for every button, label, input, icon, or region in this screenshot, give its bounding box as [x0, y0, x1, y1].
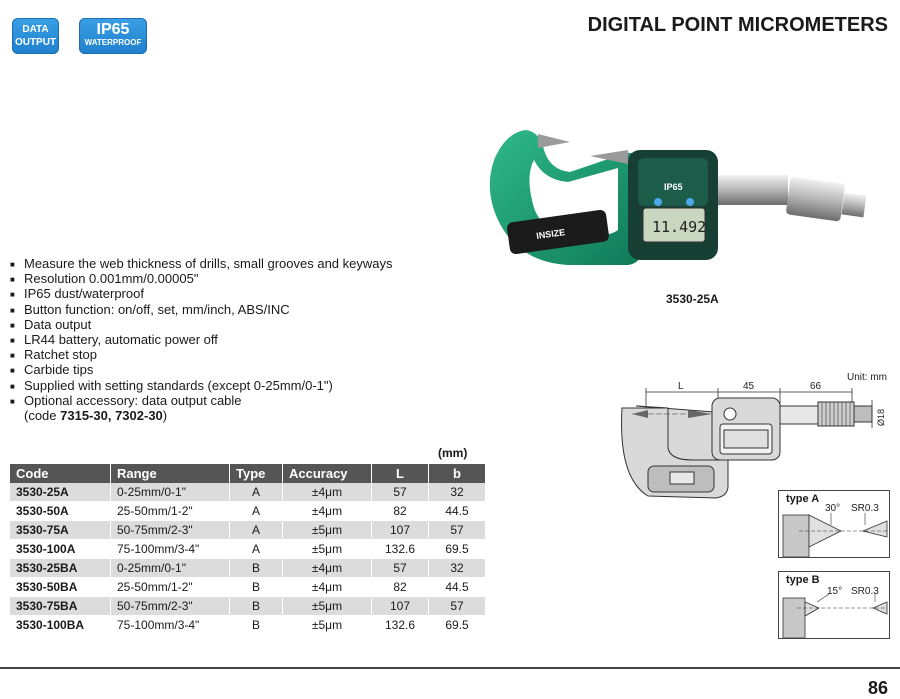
table-row — [10, 616, 486, 635]
cell-type: B — [230, 578, 283, 597]
cell-range: 75-100mm/3-4" — [111, 616, 230, 635]
cell-l: 107 — [372, 597, 429, 616]
type-b-diagram — [779, 572, 889, 638]
accessory-code-suffix: ) — [162, 408, 168, 424]
accessory-codes: 7315-30, 7302-30 — [60, 408, 163, 424]
cell-accuracy: ±5μm — [283, 616, 372, 635]
accessory-code-prefix: (code — [24, 408, 61, 424]
photo-caption: 3530-25A — [666, 292, 719, 306]
spec-table — [10, 464, 486, 635]
cell-b: 44.5 — [429, 502, 486, 521]
cell-l: 132.6 — [372, 616, 429, 635]
table-unit-label: (mm) — [438, 446, 468, 460]
cell-l: 82 — [372, 502, 429, 521]
display-ip-badge: IP65 — [664, 182, 683, 192]
cell-range: 50-75mm/2-3" — [111, 521, 230, 540]
feature-item: ■ Measure the web thickness of drills, small grooves and keyways — [10, 256, 393, 271]
table-row — [10, 521, 486, 540]
type-a-label: type A — [786, 493, 820, 505]
cell-b: 32 — [429, 559, 486, 578]
micrometer-photo — [478, 120, 873, 285]
data-output-badge — [12, 18, 59, 54]
data-output-badge-line2: OUTPUT — [14, 37, 57, 48]
header-l: L — [372, 464, 429, 483]
table-row — [10, 559, 486, 578]
cell-range: 50-75mm/2-3" — [111, 597, 230, 616]
cell-accuracy: ±5μm — [283, 597, 372, 616]
header-type: Type — [230, 464, 283, 483]
cell-type: A — [230, 540, 283, 559]
cell-range: 0-25mm/0-1" — [111, 483, 230, 502]
accessory-code-line — [10, 408, 393, 423]
dim-45: 45 — [743, 381, 755, 392]
cell-range: 0-25mm/0-1" — [111, 559, 230, 578]
data-output-badge-line1: DATA — [22, 24, 49, 35]
cell-range: 75-100mm/3-4" — [111, 540, 230, 559]
dim-phi18: Ø18 — [876, 408, 886, 426]
lcd-display: 11.492 — [652, 218, 707, 236]
type-b-label: type B — [786, 574, 820, 586]
feature-item: ■ Supplied with setting standards (except 0-25mm/0-1") — [10, 378, 393, 393]
cell-accuracy: ±4μm — [283, 559, 372, 578]
cell-code: 3530-25BA — [10, 559, 111, 578]
header-range: Range — [111, 464, 230, 483]
cell-l: 57 — [372, 483, 429, 502]
feature-item: ■ IP65 dust/waterproof — [10, 286, 393, 301]
type-a-diagram — [779, 491, 889, 557]
header-code: Code — [10, 464, 111, 483]
dim-66: 66 — [810, 381, 822, 392]
cell-b: 69.5 — [429, 540, 486, 559]
table-row — [10, 578, 486, 597]
feature-item: ■ Data output — [10, 317, 393, 332]
type-a-angle: 30° — [825, 503, 841, 514]
feature-item: ■ Carbide tips — [10, 362, 393, 377]
cell-l: 132.6 — [372, 540, 429, 559]
cell-accuracy: ±5μm — [283, 540, 372, 559]
brand-logo: INSIZE — [535, 227, 566, 242]
feature-item: ■ Resolution 0.001mm/0.00005" — [10, 271, 393, 286]
ip65-badge-rating: IP65 — [96, 21, 130, 38]
cell-type: A — [230, 521, 283, 540]
cell-accuracy: ±5μm — [283, 521, 372, 540]
cell-type: B — [230, 616, 283, 635]
cell-l: 57 — [372, 559, 429, 578]
cell-code: 3530-25A — [10, 483, 111, 502]
feature-item: ■ Optional accessory: data output cable — [10, 393, 393, 408]
type-b-angle: 15° — [827, 586, 843, 597]
dim-l: L — [678, 381, 684, 392]
cell-range: 25-50mm/1-2" — [111, 578, 230, 597]
cell-code: 3530-75BA — [10, 597, 111, 616]
cell-accuracy: ±4μm — [283, 502, 372, 521]
drawing-unit-label: Unit: mm — [847, 372, 887, 383]
header-accuracy: Accuracy — [283, 464, 372, 483]
cell-type: B — [230, 559, 283, 578]
cell-l: 82 — [372, 578, 429, 597]
cell-range: 25-50mm/1-2" — [111, 502, 230, 521]
table-header-row — [10, 464, 486, 483]
cell-code: 3530-50BA — [10, 578, 111, 597]
feature-item: ■ Ratchet stop — [10, 347, 393, 362]
dimension-drawing — [608, 368, 893, 508]
type-b-detail — [778, 571, 890, 639]
header-b: b — [429, 464, 486, 483]
cell-code: 3530-75A — [10, 521, 111, 540]
page-number: 86 — [867, 678, 888, 698]
table-row — [10, 540, 486, 559]
cell-type: A — [230, 483, 283, 502]
cell-accuracy: ±4μm — [283, 578, 372, 597]
cell-b: 57 — [429, 597, 486, 616]
cell-type: A — [230, 502, 283, 521]
feature-list — [10, 256, 393, 423]
ip65-badge — [79, 18, 147, 54]
cell-b: 32 — [429, 483, 486, 502]
ip65-badge-sub: WATERPROOF — [84, 38, 142, 47]
feature-item: ■ LR44 battery, automatic power off — [10, 332, 393, 347]
cell-b: 44.5 — [429, 578, 486, 597]
footer-divider — [0, 667, 900, 669]
feature-item: ■ Button function: on/off, set, mm/inch, ABS/INC — [10, 302, 393, 317]
table-row — [10, 502, 486, 521]
type-b-radius: SR0.3 — [851, 586, 879, 597]
cell-type: B — [230, 597, 283, 616]
table-row — [10, 597, 486, 616]
type-a-radius: SR0.3 — [851, 503, 879, 514]
cell-code: 3530-50A — [10, 502, 111, 521]
cell-b: 57 — [429, 521, 486, 540]
type-a-detail — [778, 490, 890, 558]
cell-l: 107 — [372, 521, 429, 540]
cell-b: 69.5 — [429, 616, 486, 635]
page-title: DIGITAL POINT MICROMETERS — [587, 14, 888, 36]
cell-code: 3530-100A — [10, 540, 111, 559]
cell-code: 3530-100BA — [10, 616, 111, 635]
cell-accuracy: ±4μm — [283, 483, 372, 502]
table-row — [10, 483, 486, 502]
